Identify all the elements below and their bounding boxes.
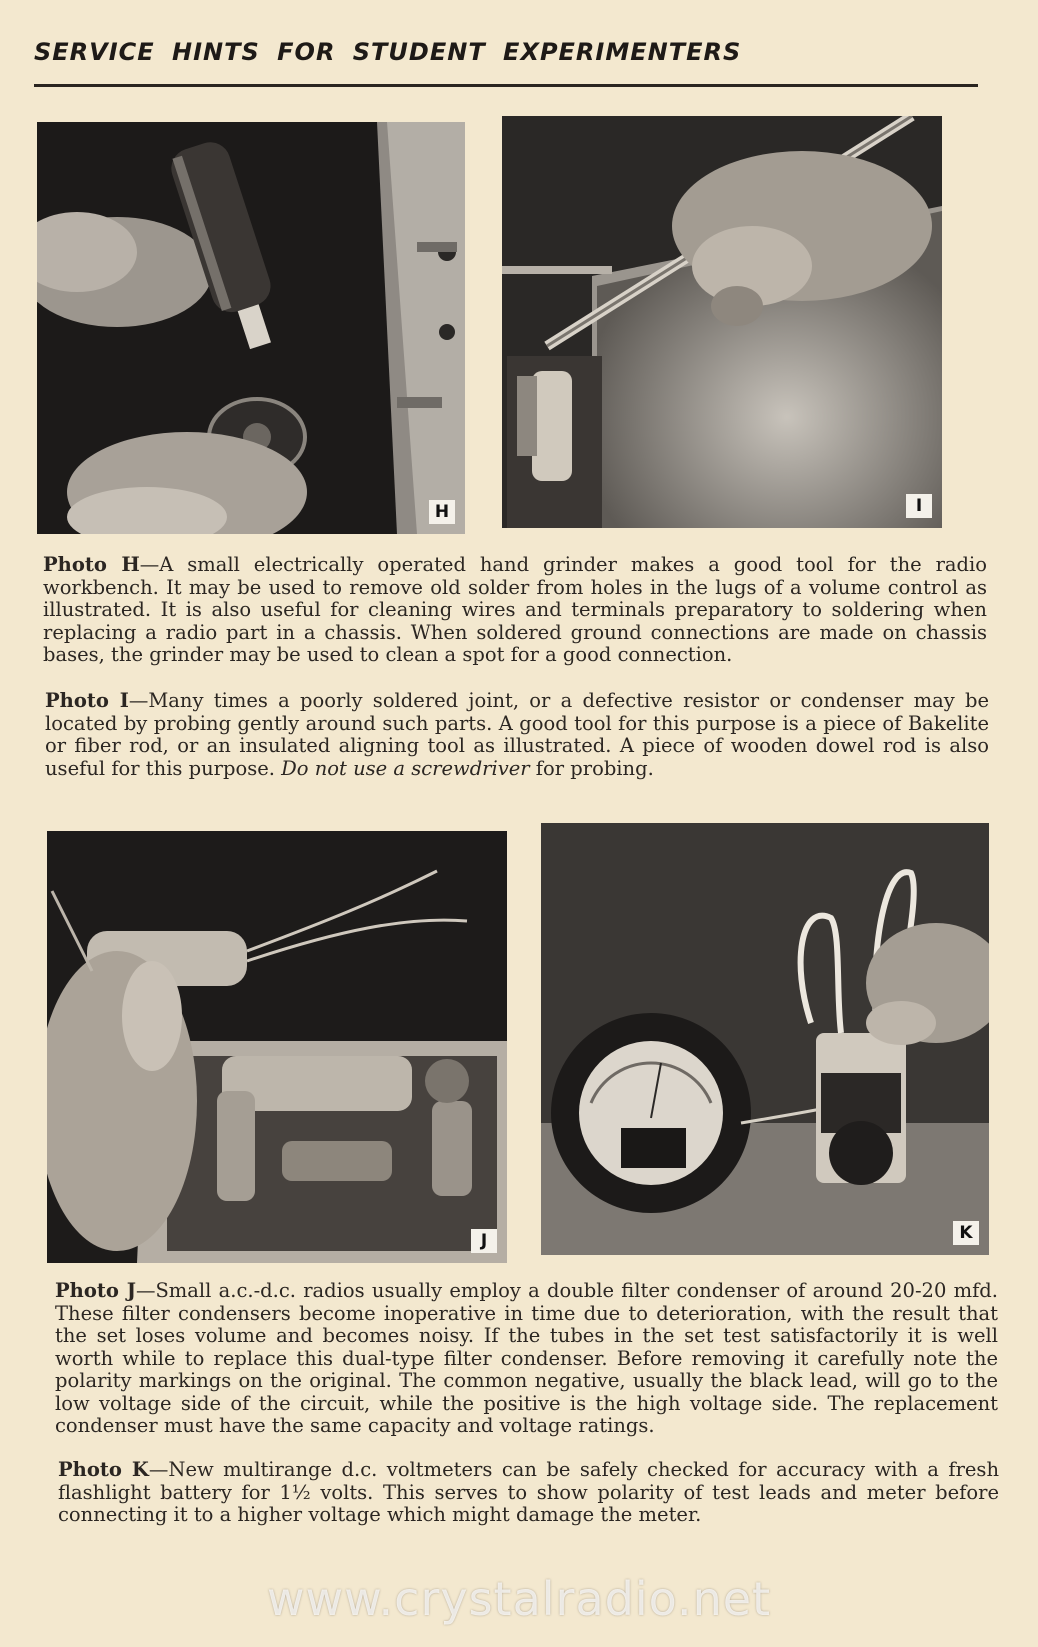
watermark: www.crystalradio.net [266,1572,772,1626]
caption-h-label: Photo H [43,553,140,576]
photo-j-badge: J [471,1229,497,1253]
caption-i-emphasis: Do not use a screwdriver [281,756,530,780]
photo-i [502,116,942,528]
photo-j-illustration [47,831,507,1263]
caption-photo-h [43,554,987,667]
caption-j-label: Photo J [55,1279,136,1302]
caption-k-text: —New multirange d.c. voltmeters can be safely checked for accuracy with a fresh flashlight battery for 1½ volts. This serves to show polarity of test leads and meter before connecting it to a higher voltage which might damage the meter. [58,1458,1000,1526]
photo-j [47,831,507,1263]
caption-j-text: —Small a.c.-d.c. radios usually employ a double filter condenser of around 20-20 mfd. These filter condensers become inoperative in time due to deterioration, with the result that the set loses volume and becomes noisy. If the tubes in the set test satisfactorily it is well worth while to replace this dual-type filter condenser. Before removing it carefully note the polarity markings on the original. The common negative, usually the black lead, will go to the low voltage side of the circuit, while the positive is the high voltage side. The replacement condenser must have the same capacity and voltage ratings. [55,1279,998,1437]
photo-k-illustration [541,823,989,1255]
caption-i-text-before: —Many times a poorly soldered joint, or a defective resistor or condenser may be located by probing gently around such parts. A good tool for this purpose is a piece of Bakelite or fiber rod, or an insulated aligning tool as illustrated. A piece of wooden dowel rod is also useful for this purpose. [45,689,990,780]
page-title: SERVICE HINTS FOR STUDENT EXPERIMENTERS [34,38,742,66]
photo-h [37,122,465,534]
caption-photo-k [58,1459,999,1527]
photo-h-badge: H [429,500,455,524]
photo-h-illustration [37,122,465,534]
header-rule [34,84,978,87]
photo-k [541,823,989,1255]
caption-i-label: Photo I [45,689,129,712]
caption-photo-i [45,690,989,780]
caption-photo-j [55,1280,998,1438]
caption-k-label: Photo K [58,1458,149,1481]
caption-h-text: —A small electrically operated hand grinder makes a good tool for the radio workbench. It may be used to remove old solder from holes in the lugs of a volume control as illustrated. It is also useful for cleaning wires and terminals preparatory to soldering when replacing a radio part in a chassis. When soldered ground connections are made on chassis bases, the grinder may be used to clean a spot for a good connection. [43,553,987,666]
caption-i-text-after: for probing. [529,756,654,780]
photo-i-illustration [502,116,942,528]
photo-k-badge: K [953,1221,979,1245]
photo-i-badge: I [906,494,932,518]
